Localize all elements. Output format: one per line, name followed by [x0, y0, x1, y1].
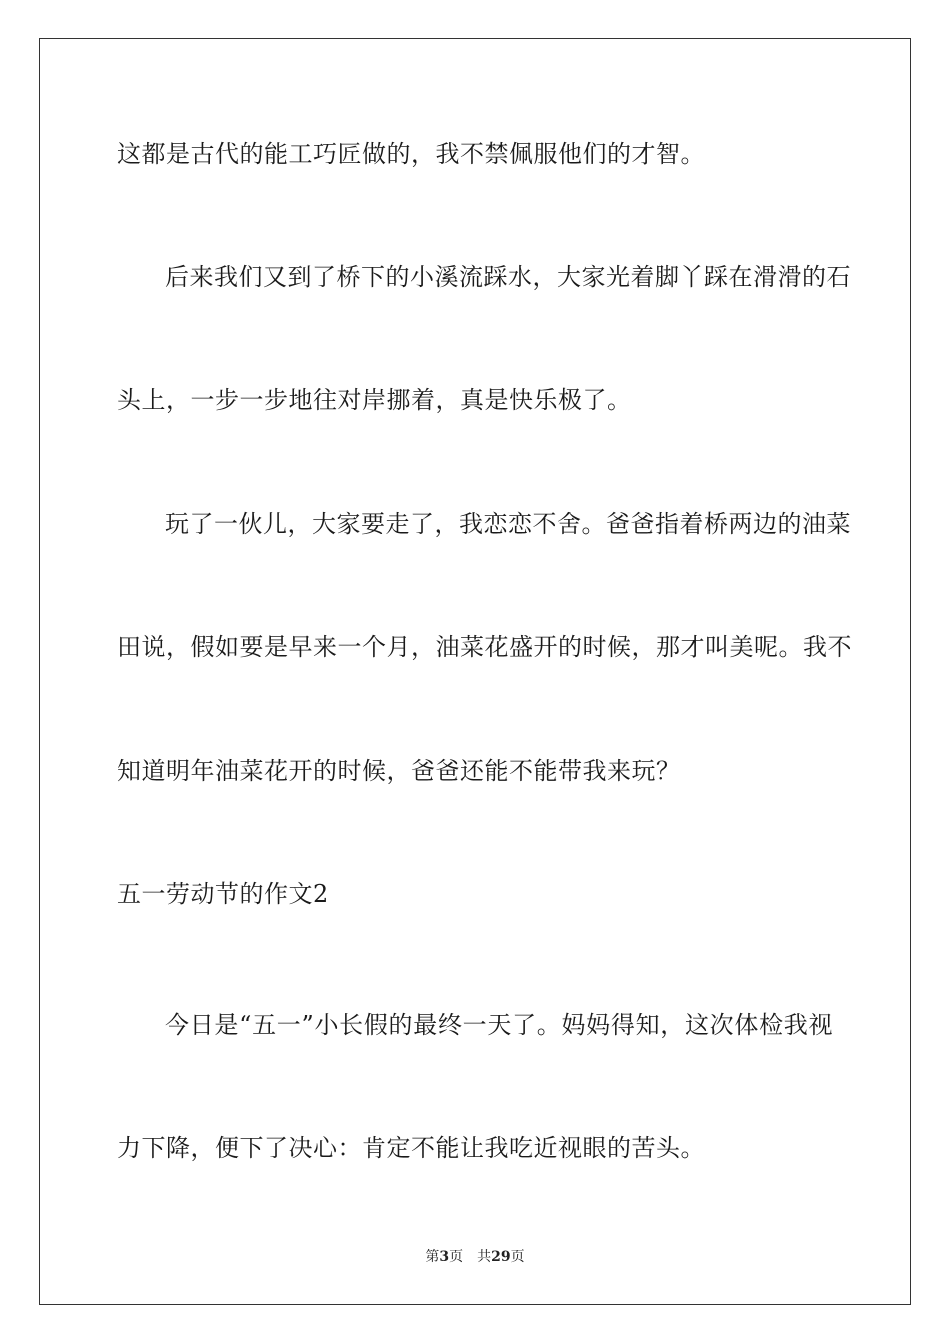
paragraph-line: 后来我们又到了桥下的小溪流踩水，大家光着脚丫踩在滑滑的石 — [165, 263, 851, 291]
footer-total-suffix: 页 — [510, 1249, 525, 1265]
page-footer — [0, 1248, 950, 1266]
paragraph-line: 知道明年油菜花开的时候，爸爸还能不能带我来玩？ — [117, 757, 681, 785]
paragraph-line: 玩了一伙儿，大家要走了，我恋恋不舍。爸爸指着桥两边的油菜 — [165, 510, 851, 538]
footer-total-prefix: 共 — [477, 1249, 492, 1265]
footer-total-pages: 29 — [491, 1249, 511, 1265]
paragraph-line: 头上，一步一步地往对岸挪着，真是快乐极了。 — [117, 386, 632, 414]
paragraph-line: 这都是古代的能工巧匠做的，我不禁佩服他们的才智。 — [117, 140, 705, 168]
paragraph-line: 今日是“五一”小长假的最终一天了。妈妈得知，这次体检我视 — [165, 1011, 833, 1039]
section-heading: 五一劳动节的作文2 — [117, 880, 329, 908]
footer-page-prefix: 第 — [425, 1249, 440, 1265]
footer-page-number: 3 — [439, 1249, 450, 1265]
page-frame — [39, 38, 911, 1305]
paragraph-line: 力下降，便下了决心：肯定不能让我吃近视眼的苦头。 — [117, 1134, 705, 1162]
footer-page-suffix: 页 — [449, 1249, 464, 1265]
paragraph-line: 田说，假如要是早来一个月，油菜花盛开的时候，那才叫美呢。我不 — [117, 633, 852, 661]
